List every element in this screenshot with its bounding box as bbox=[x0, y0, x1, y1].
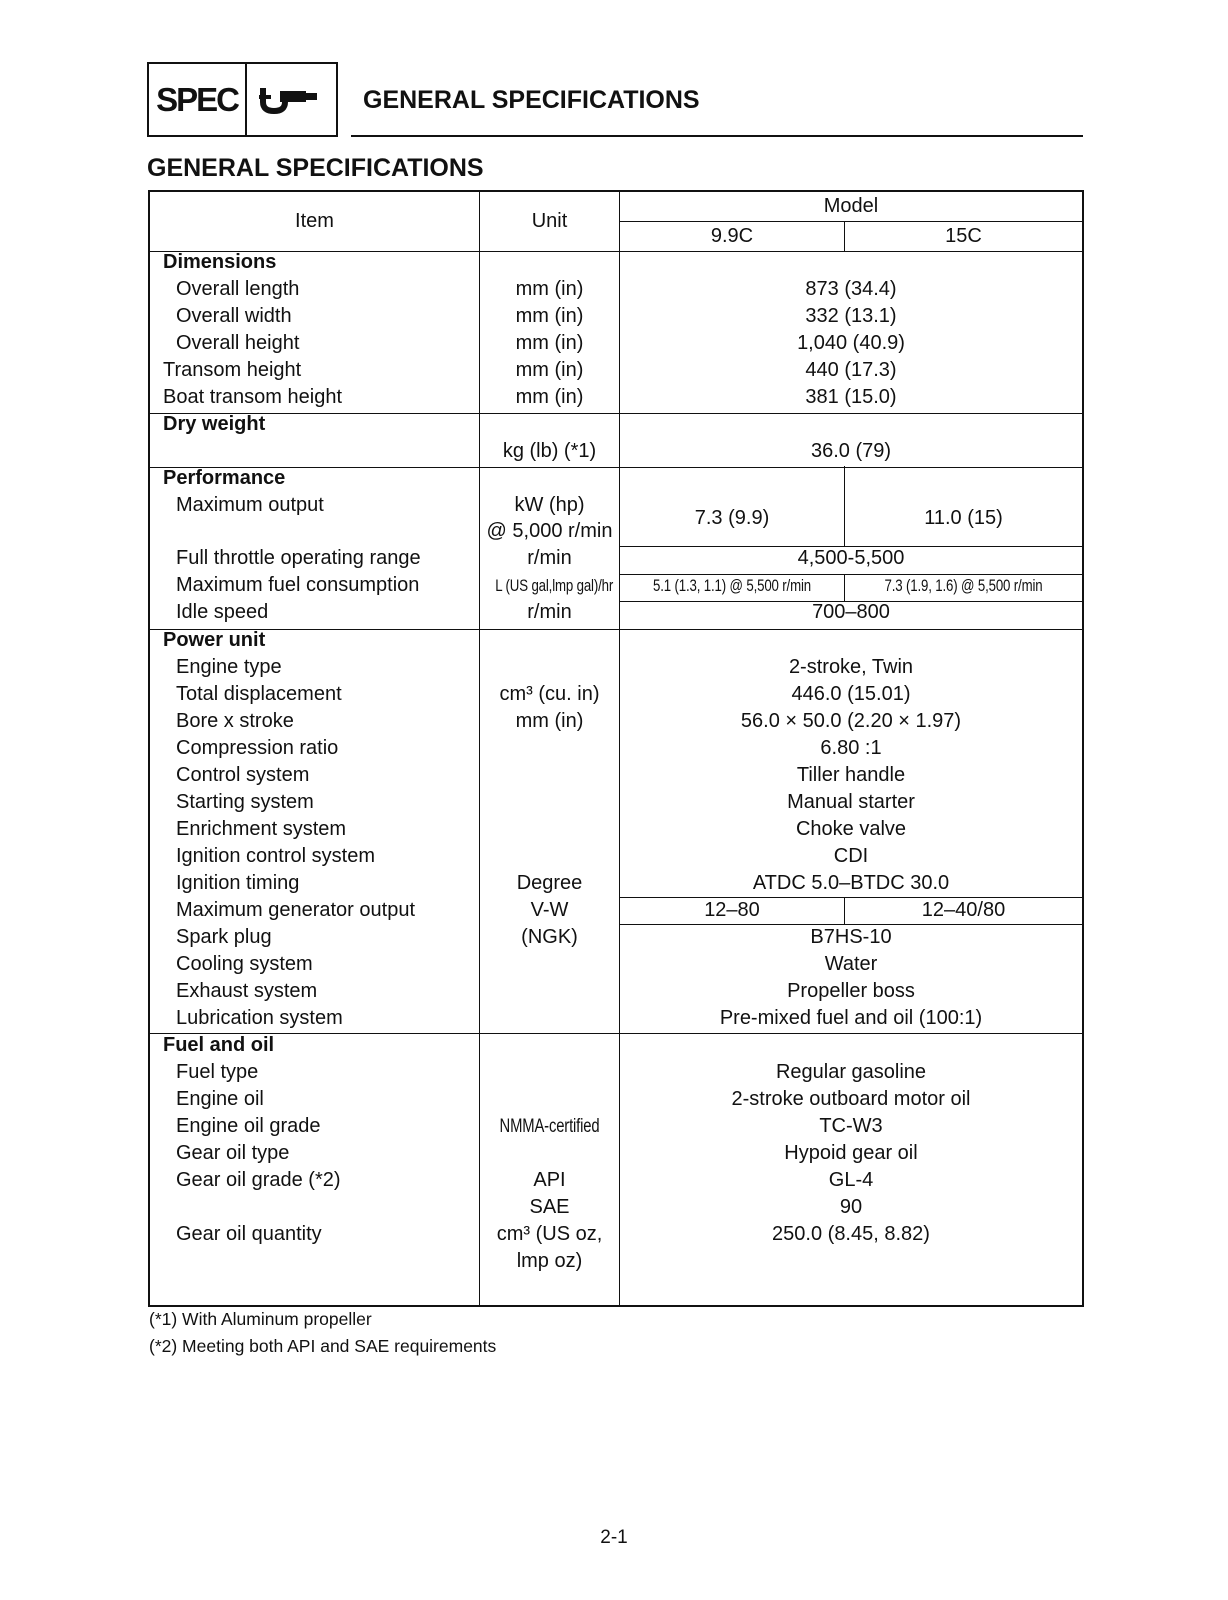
row-item: Ignition control system bbox=[176, 845, 375, 867]
row-item: Maximum fuel consumption bbox=[176, 574, 420, 596]
column-header-unit: Unit bbox=[531, 210, 568, 232]
row-value: 90 bbox=[839, 1196, 863, 1218]
divider bbox=[150, 413, 1082, 414]
specifications-table bbox=[148, 190, 1084, 1307]
row-value: Choke valve bbox=[795, 818, 907, 840]
group-heading-dry-weight: Dry weight bbox=[163, 413, 266, 435]
row-unit: mm (in) bbox=[515, 305, 584, 327]
column-header-model: Model bbox=[823, 195, 879, 217]
header-title: GENERAL SPECIFICATIONS bbox=[363, 86, 700, 114]
spec-badge bbox=[147, 62, 338, 137]
column-header-item: Item bbox=[295, 210, 334, 232]
row-item: Bore x stroke bbox=[176, 710, 294, 732]
row-unit: mm (in) bbox=[515, 359, 584, 381]
row-value: 250.0 (8.45, 8.82) bbox=[772, 1223, 930, 1245]
row-unit: cm³ (cu. in) bbox=[499, 683, 600, 705]
group-heading-fuel-and-oil: Fuel and oil bbox=[163, 1034, 275, 1056]
row-value: B7HS-10 bbox=[810, 926, 892, 948]
row-value-b: 7.3 (1.9, 1.6) @ 5,500 r/min bbox=[884, 576, 1043, 595]
row-value: 381 (15.0) bbox=[805, 386, 897, 408]
row-value: Water bbox=[824, 953, 878, 975]
row-value: Regular gasoline bbox=[775, 1061, 927, 1083]
footnote: (*1) With Aluminum propeller bbox=[149, 1309, 372, 1329]
row-item: Boat transom height bbox=[163, 386, 342, 408]
row-item: Engine oil bbox=[176, 1088, 264, 1110]
row-item: Fuel type bbox=[176, 1061, 259, 1083]
row-item: Exhaust system bbox=[176, 980, 318, 1002]
row-item: Lubrication system bbox=[176, 1007, 343, 1029]
row-item: Compression ratio bbox=[176, 737, 339, 759]
spec-label: SPEC bbox=[149, 64, 247, 135]
header-rule bbox=[351, 135, 1083, 137]
row-item: Gear oil grade (*2) bbox=[176, 1169, 341, 1191]
row-unit: lmp oz) bbox=[516, 1250, 583, 1272]
row-value: Hypoid gear oil bbox=[784, 1142, 918, 1164]
row-item: Gear oil type bbox=[176, 1142, 290, 1164]
row-value-a: 12–80 bbox=[704, 899, 760, 921]
row-value: Manual starter bbox=[787, 791, 915, 813]
column-header-model-a: 9.9C bbox=[710, 225, 754, 247]
row-unit: L (US gal,lmp gal)/hr bbox=[495, 576, 614, 595]
row-unit: cm³ (US oz, bbox=[496, 1223, 603, 1245]
row-unit: r/min bbox=[527, 547, 572, 569]
row-value: 446.0 (15.01) bbox=[791, 683, 911, 705]
row-item: Maximum generator output bbox=[176, 899, 416, 921]
row-value: 2-stroke, Twin bbox=[788, 656, 914, 678]
row-item: Enrichment system bbox=[176, 818, 347, 840]
row-unit: r/min bbox=[527, 601, 572, 623]
row-value: TC-W3 bbox=[819, 1115, 883, 1137]
row-value: GL-4 bbox=[828, 1169, 874, 1191]
row-item: Ignition timing bbox=[176, 872, 300, 894]
row-unit: mm (in) bbox=[515, 386, 584, 408]
footnote: (*2) Meeting both API and SAE requirements bbox=[149, 1336, 497, 1356]
row-unit: Degree bbox=[516, 872, 583, 894]
row-unit: API bbox=[533, 1169, 566, 1191]
row-value: 4,500-5,500 bbox=[797, 547, 905, 569]
row-value: 56.0 × 50.0 (2.20 × 1.97) bbox=[740, 710, 962, 732]
row-value-b: 12–40/80 bbox=[921, 899, 1006, 921]
row-unit: kW (hp) bbox=[514, 494, 585, 516]
row-unit: NMMA-certified bbox=[499, 1116, 600, 1137]
row-item: Cooling system bbox=[176, 953, 313, 975]
row-unit: SAE bbox=[529, 1196, 570, 1218]
row-item: Transom height bbox=[163, 359, 302, 381]
row-value-a: 5.1 (1.3, 1.1) @ 5,500 r/min bbox=[653, 576, 811, 595]
row-item: Idle speed bbox=[176, 601, 269, 623]
page-number: 2-1 bbox=[600, 1527, 628, 1548]
row-unit: kg (lb) (*1) bbox=[502, 440, 597, 462]
divider bbox=[150, 629, 1082, 630]
row-value: 700–800 bbox=[812, 601, 890, 623]
row-item: Spark plug bbox=[176, 926, 272, 948]
row-item: Overall height bbox=[176, 332, 300, 354]
row-unit: @ 5,000 r/min bbox=[486, 520, 613, 542]
row-value: 36.0 (79) bbox=[810, 440, 892, 462]
row-item: Starting system bbox=[176, 791, 314, 813]
row-value: 332 (13.1) bbox=[805, 305, 897, 327]
row-item: Engine oil grade bbox=[176, 1115, 321, 1137]
row-value: CDI bbox=[833, 845, 869, 867]
row-unit: mm (in) bbox=[515, 332, 584, 354]
row-unit: (NGK) bbox=[521, 926, 578, 948]
row-value: 1,040 (40.9) bbox=[797, 332, 905, 354]
row-value: 440 (17.3) bbox=[805, 359, 897, 381]
row-value: Pre-mixed fuel and oil (100:1) bbox=[719, 1007, 983, 1029]
group-heading-power-unit: Power unit bbox=[163, 629, 266, 651]
row-value: 873 (34.4) bbox=[805, 278, 897, 300]
row-unit: mm (in) bbox=[515, 278, 584, 300]
row-item: Full throttle operating range bbox=[176, 547, 421, 569]
column-header-model-b: 15C bbox=[945, 225, 982, 247]
section-title: GENERAL SPECIFICATIONS bbox=[147, 154, 484, 182]
row-item: Maximum output bbox=[176, 494, 324, 516]
row-item: Engine type bbox=[176, 656, 282, 678]
row-unit: V-W bbox=[530, 899, 569, 921]
row-value: Propeller boss bbox=[787, 980, 915, 1002]
divider bbox=[150, 467, 1082, 468]
group-heading-dimensions: Dimensions bbox=[163, 251, 277, 273]
row-item: Gear oil quantity bbox=[176, 1223, 322, 1245]
divider bbox=[844, 574, 845, 601]
row-value: 2-stroke outboard motor oil bbox=[731, 1088, 971, 1110]
row-item: Control system bbox=[176, 764, 310, 786]
divider bbox=[150, 251, 1082, 252]
row-value-b: 11.0 (15) bbox=[924, 507, 1003, 529]
row-item: Overall length bbox=[176, 278, 300, 300]
divider bbox=[150, 1033, 1082, 1034]
group-heading-performance: Performance bbox=[163, 467, 286, 489]
divider bbox=[619, 221, 1082, 222]
row-unit: mm (in) bbox=[515, 710, 584, 732]
row-value: 6.80 :1 bbox=[820, 737, 882, 759]
row-value-a: 7.3 (9.9) bbox=[694, 507, 770, 529]
row-item: Total displacement bbox=[176, 683, 342, 705]
micrometer-icon bbox=[247, 64, 336, 135]
row-item: Overall width bbox=[176, 305, 292, 327]
row-value: ATDC 5.0–BTDC 30.0 bbox=[752, 872, 950, 894]
row-value: Tiller handle bbox=[796, 764, 906, 786]
